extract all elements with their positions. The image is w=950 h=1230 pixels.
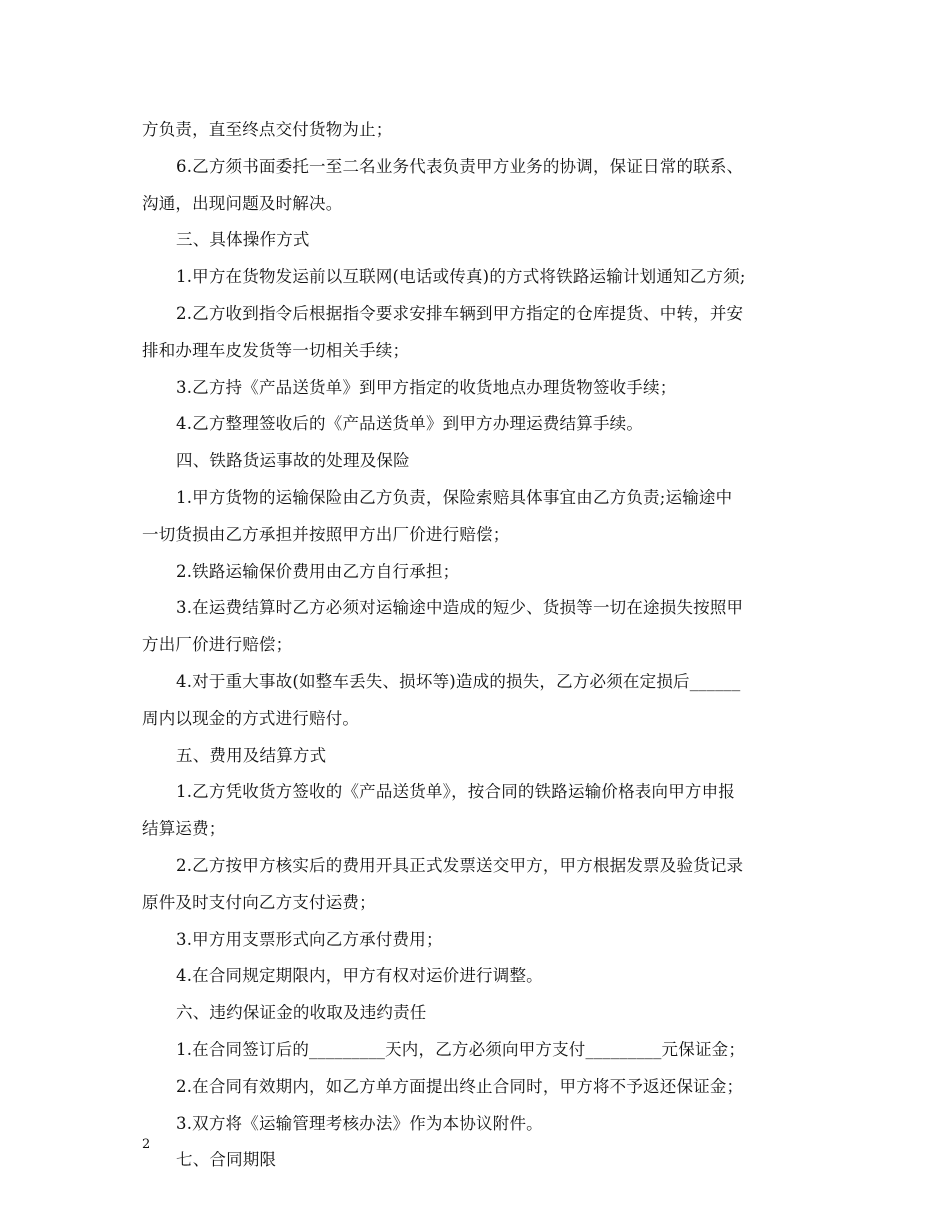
text-line: 排和办理车皮发货等一切相关手续； bbox=[142, 340, 410, 360]
page-number: 2 bbox=[142, 1137, 151, 1152]
text-line: 2.在合同有效期内，如乙方单方面提出终止合同时，甲方将不予返还保证金； bbox=[176, 1076, 744, 1096]
text-line: 1.甲方货物的运输保险由乙方负责，保险索赔具体事宜由乙方负责;运输途中 bbox=[176, 487, 733, 507]
text-line: 4.对于重大事故(如整车丢失、损坏等)造成的损失，乙方必须在定损后______ bbox=[176, 671, 741, 691]
text-line: 七、合同期限 bbox=[176, 1150, 277, 1170]
text-line: 周内以现金的方式进行赔付。 bbox=[142, 708, 360, 728]
text-line: 四、铁路货运事故的处理及保险 bbox=[176, 451, 410, 471]
text-line: 1.在合同签订后的_________天内，乙方必须向甲方支付_________元保证金； bbox=[176, 1039, 746, 1059]
text-line: 3.在运费结算时乙方必须对运输途中造成的短少、货损等一切在途损失按照甲 bbox=[176, 598, 744, 618]
text-line: 方负责，直至终点交付货物为止； bbox=[142, 120, 393, 139]
text-line: 1.乙方凭收货方签收的《产品送货单》，按合同的铁路运输价格表向甲方申报 bbox=[176, 782, 735, 802]
text-line: 原件及时支付向乙方支付运费； bbox=[142, 892, 376, 912]
text-line: 2.铁路运输保价费用由乙方自行承担； bbox=[176, 561, 460, 581]
text-line: 2.乙方按甲方核实后的费用开具正式发票送交甲方，甲方根据发票及验货记录 bbox=[176, 855, 744, 875]
text-line: 三、具体操作方式 bbox=[176, 230, 310, 250]
text-line: 4.乙方整理签收后的《产品送货单》到甲方办理运费结算手续。 bbox=[176, 414, 644, 434]
text-line: 一切货损由乙方承担并按照甲方出厂价进行赔偿； bbox=[142, 524, 510, 544]
text-line: 方出厂价进行赔偿； bbox=[142, 635, 293, 655]
text-line: 2.乙方收到指令后根据指令要求安排车辆到甲方指定的仓库提货、中转，并安 bbox=[176, 303, 744, 323]
text-line: 3.甲方用支票形式向乙方承付费用； bbox=[176, 929, 443, 949]
text-line: 3.双方将《运输管理考核办法》作为本协议附件。 bbox=[176, 1113, 543, 1133]
text-line: 结算运费； bbox=[142, 819, 226, 839]
text-line: 沟通，出现问题及时解决。 bbox=[142, 193, 343, 213]
text-line: 六、违约保证金的收取及违约责任 bbox=[176, 1003, 427, 1023]
text-line: 3.乙方持《产品送货单》到甲方指定的收货地点办理货物签收手续； bbox=[176, 377, 677, 397]
text-line: 6.乙方须书面委托一至二名业务代表负责甲方业务的协调，保证日常的联系、 bbox=[176, 156, 744, 176]
contract-body bbox=[142, 112, 814, 1179]
text-line: 4.在合同规定期限内，甲方有权对运价进行调整。 bbox=[176, 966, 543, 986]
text-line: 五、费用及结算方式 bbox=[176, 745, 327, 765]
text-line: 1.甲方在货物发运前以互联网(电话或传真)的方式将铁路运输计划通知乙方须; bbox=[176, 267, 746, 287]
